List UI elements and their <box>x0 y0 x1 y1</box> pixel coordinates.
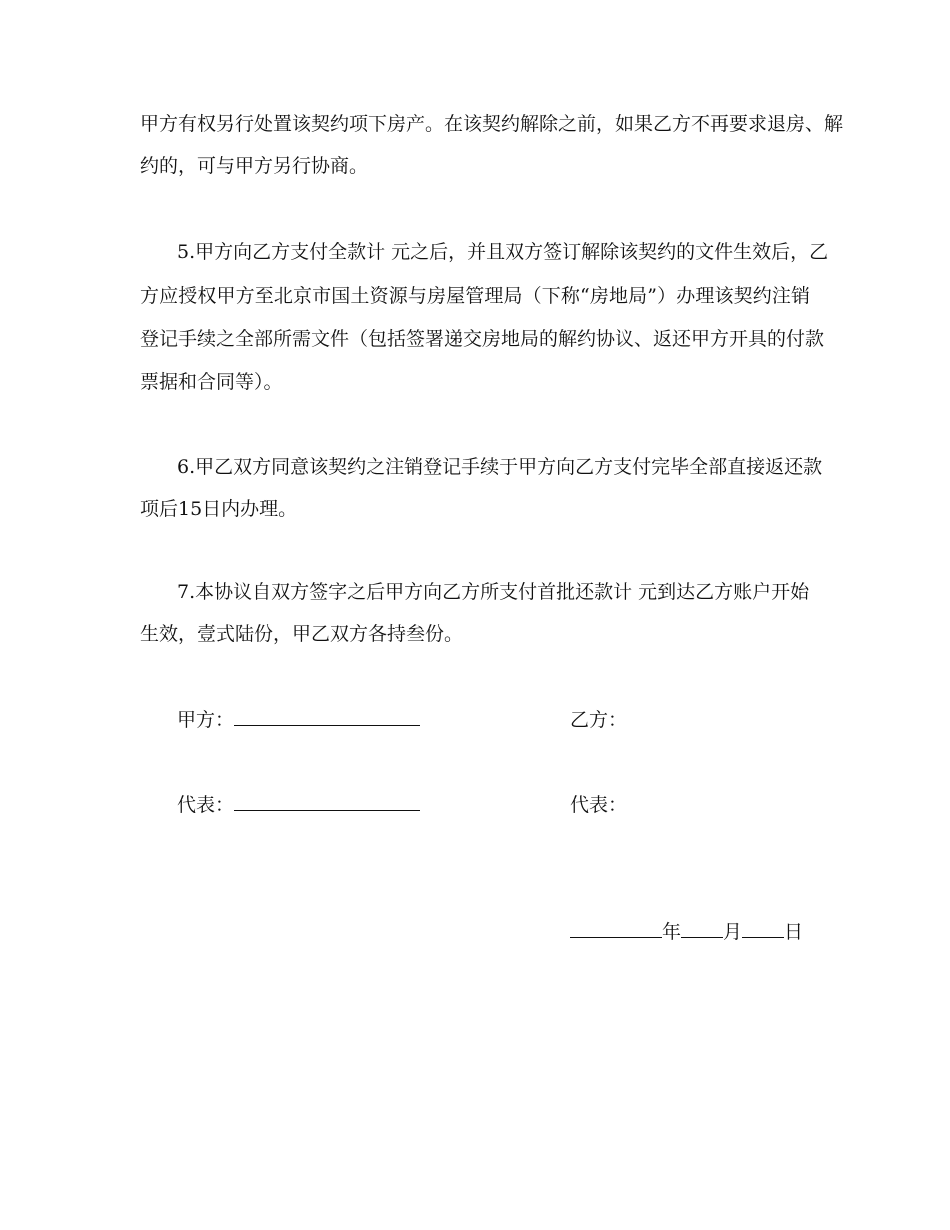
paragraph-5-line-4: 票据和合同等）。 <box>140 371 283 393</box>
rep-a-signature <box>177 792 420 818</box>
party-a-label: 甲方： <box>177 709 235 731</box>
paragraph-7-line-2: 生效，壹式陆份，甲乙双方各持叁份。 <box>140 623 464 645</box>
rep-b-label: 代表： <box>570 794 628 816</box>
paragraph-6-line-2: 项后15日内办理。 <box>140 498 298 520</box>
paragraph-6-line-1: 6.甲乙双方同意该契约之注销登记手续于甲方向乙方支付完毕全部直接返还款 <box>177 456 823 478</box>
day-blank[interactable] <box>742 919 784 938</box>
year-label: 年 <box>662 921 682 943</box>
party-b-label: 乙方： <box>570 709 628 731</box>
paragraph-4-line-1: 甲方有权另行处置该契约项下房产。在该契约解除之前，如果乙方不再要求退房、解 <box>140 113 844 135</box>
month-blank[interactable] <box>681 919 723 938</box>
paragraph-4-line-2: 约的，可与甲方另行协商。 <box>140 155 369 177</box>
rep-a-signature-line[interactable] <box>234 792 420 811</box>
date-line <box>570 919 803 945</box>
month-label: 月 <box>723 921 743 943</box>
rep-a-label: 代表： <box>177 794 235 816</box>
paragraph-5-line-3: 登记手续之全部所需文件（包括签署递交房地局的解约协议、返还甲方开具的付款 <box>140 328 825 350</box>
party-a-signature <box>177 707 420 733</box>
year-blank[interactable] <box>570 919 662 938</box>
paragraph-5-line-2: 方应授权甲方至北京市国土资源与房屋管理局（下称“房地局”）办理该契约注销 <box>140 285 810 307</box>
paragraph-7-line-1: 7.本协议自双方签字之后甲方向乙方所支付首批还款计 元到达乙方账户开始 <box>177 581 810 603</box>
day-label: 日 <box>784 921 804 943</box>
party-a-signature-line[interactable] <box>234 707 420 726</box>
paragraph-5-line-1: 5.甲方向乙方支付全款计 元之后，并且双方签订解除该契约的文件生效后，乙 <box>177 241 829 263</box>
